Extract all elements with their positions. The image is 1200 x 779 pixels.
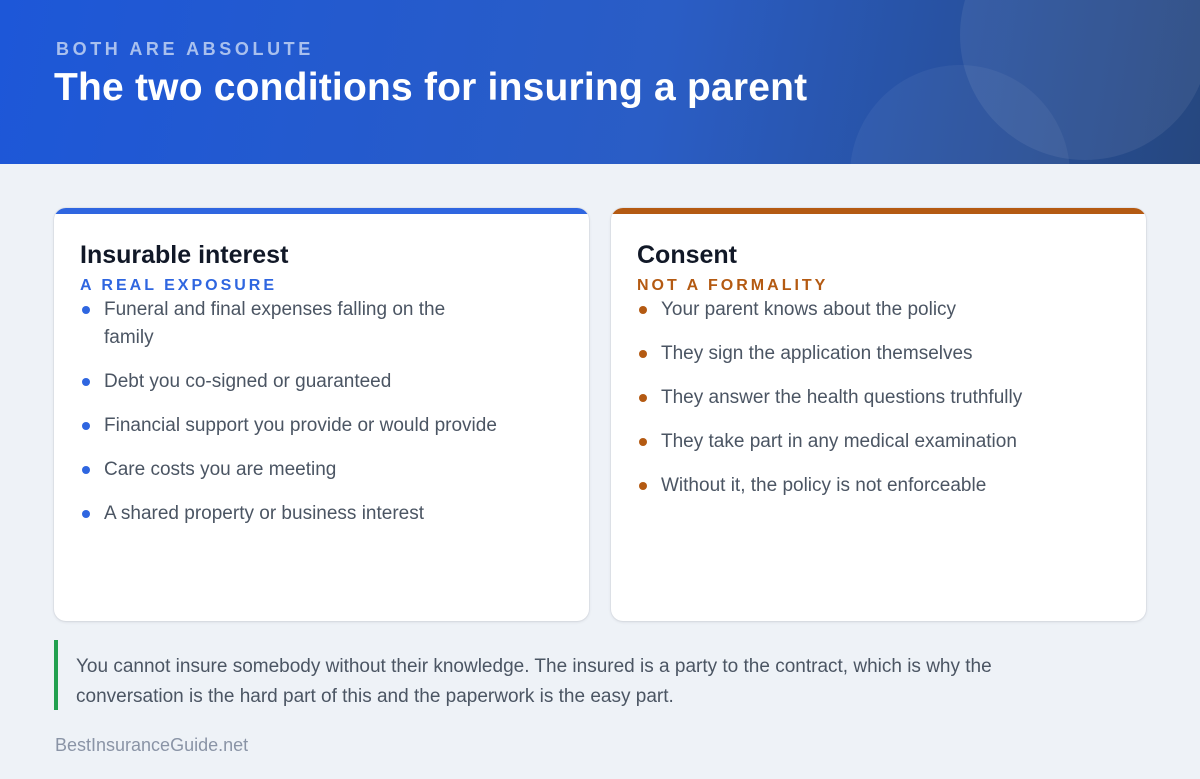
list-item-text: They sign the application themselves — [661, 343, 973, 364]
bullet-dot-icon — [639, 482, 647, 490]
list-item-text: They answer the health questions truthfully — [661, 387, 1023, 408]
page-title: The two conditions for insuring a parent — [54, 66, 808, 109]
list-item — [80, 412, 500, 440]
bullet-dot-icon — [639, 306, 647, 314]
list-item-text: A shared property or business interest — [104, 503, 425, 524]
card-consent — [611, 208, 1146, 621]
card-accent-bar — [54, 208, 589, 214]
list-item — [637, 296, 1117, 324]
bullet-dot-icon — [639, 438, 647, 446]
list-item-text: Financial support you provide or would provide — [104, 415, 497, 436]
header-banner — [0, 0, 1200, 164]
list-item-text: Debt you co-signed or guaranteed — [104, 371, 392, 392]
callout-note: You cannot insure somebody without their knowledge. The insured is a party to the contract, which is why the conversation is the hard part of this and the paperwork is the easy part. — [54, 640, 1014, 710]
bullet-list — [80, 296, 500, 544]
eyebrow-text: BOTH ARE ABSOLUTE — [56, 39, 314, 59]
list-item-text: Funeral and final expenses falling on the family — [104, 299, 446, 348]
list-item-text: They take part in any medical examination — [661, 431, 1017, 452]
list-item — [80, 500, 500, 528]
list-item — [637, 428, 1117, 456]
card-subtitle: NOT A FORMALITY — [637, 277, 829, 294]
bullet-dot-icon — [82, 378, 90, 386]
bullet-dot-icon — [82, 510, 90, 518]
bullet-dot-icon — [639, 394, 647, 402]
list-item — [637, 384, 1117, 412]
footer-site-name: BestInsuranceGuide.net — [55, 735, 249, 755]
bullet-dot-icon — [82, 466, 90, 474]
card-title: Consent — [637, 241, 737, 269]
list-item — [80, 456, 500, 484]
list-item-text: Without it, the policy is not enforceable — [661, 475, 987, 496]
list-item — [637, 472, 1117, 500]
card-subtitle: A REAL EXPOSURE — [80, 277, 278, 294]
card-title: Insurable interest — [80, 241, 289, 269]
list-item — [80, 368, 500, 396]
card-insurable-interest — [54, 208, 589, 621]
bullet-list — [637, 296, 1117, 516]
bullet-dot-icon — [82, 306, 90, 314]
list-item — [80, 296, 500, 352]
list-item — [637, 340, 1117, 368]
bullet-dot-icon — [639, 350, 647, 358]
bullet-dot-icon — [82, 422, 90, 430]
list-item-text: Care costs you are meeting — [104, 459, 337, 480]
list-item-text: Your parent knows about the policy — [661, 299, 957, 320]
card-accent-bar — [611, 208, 1146, 214]
